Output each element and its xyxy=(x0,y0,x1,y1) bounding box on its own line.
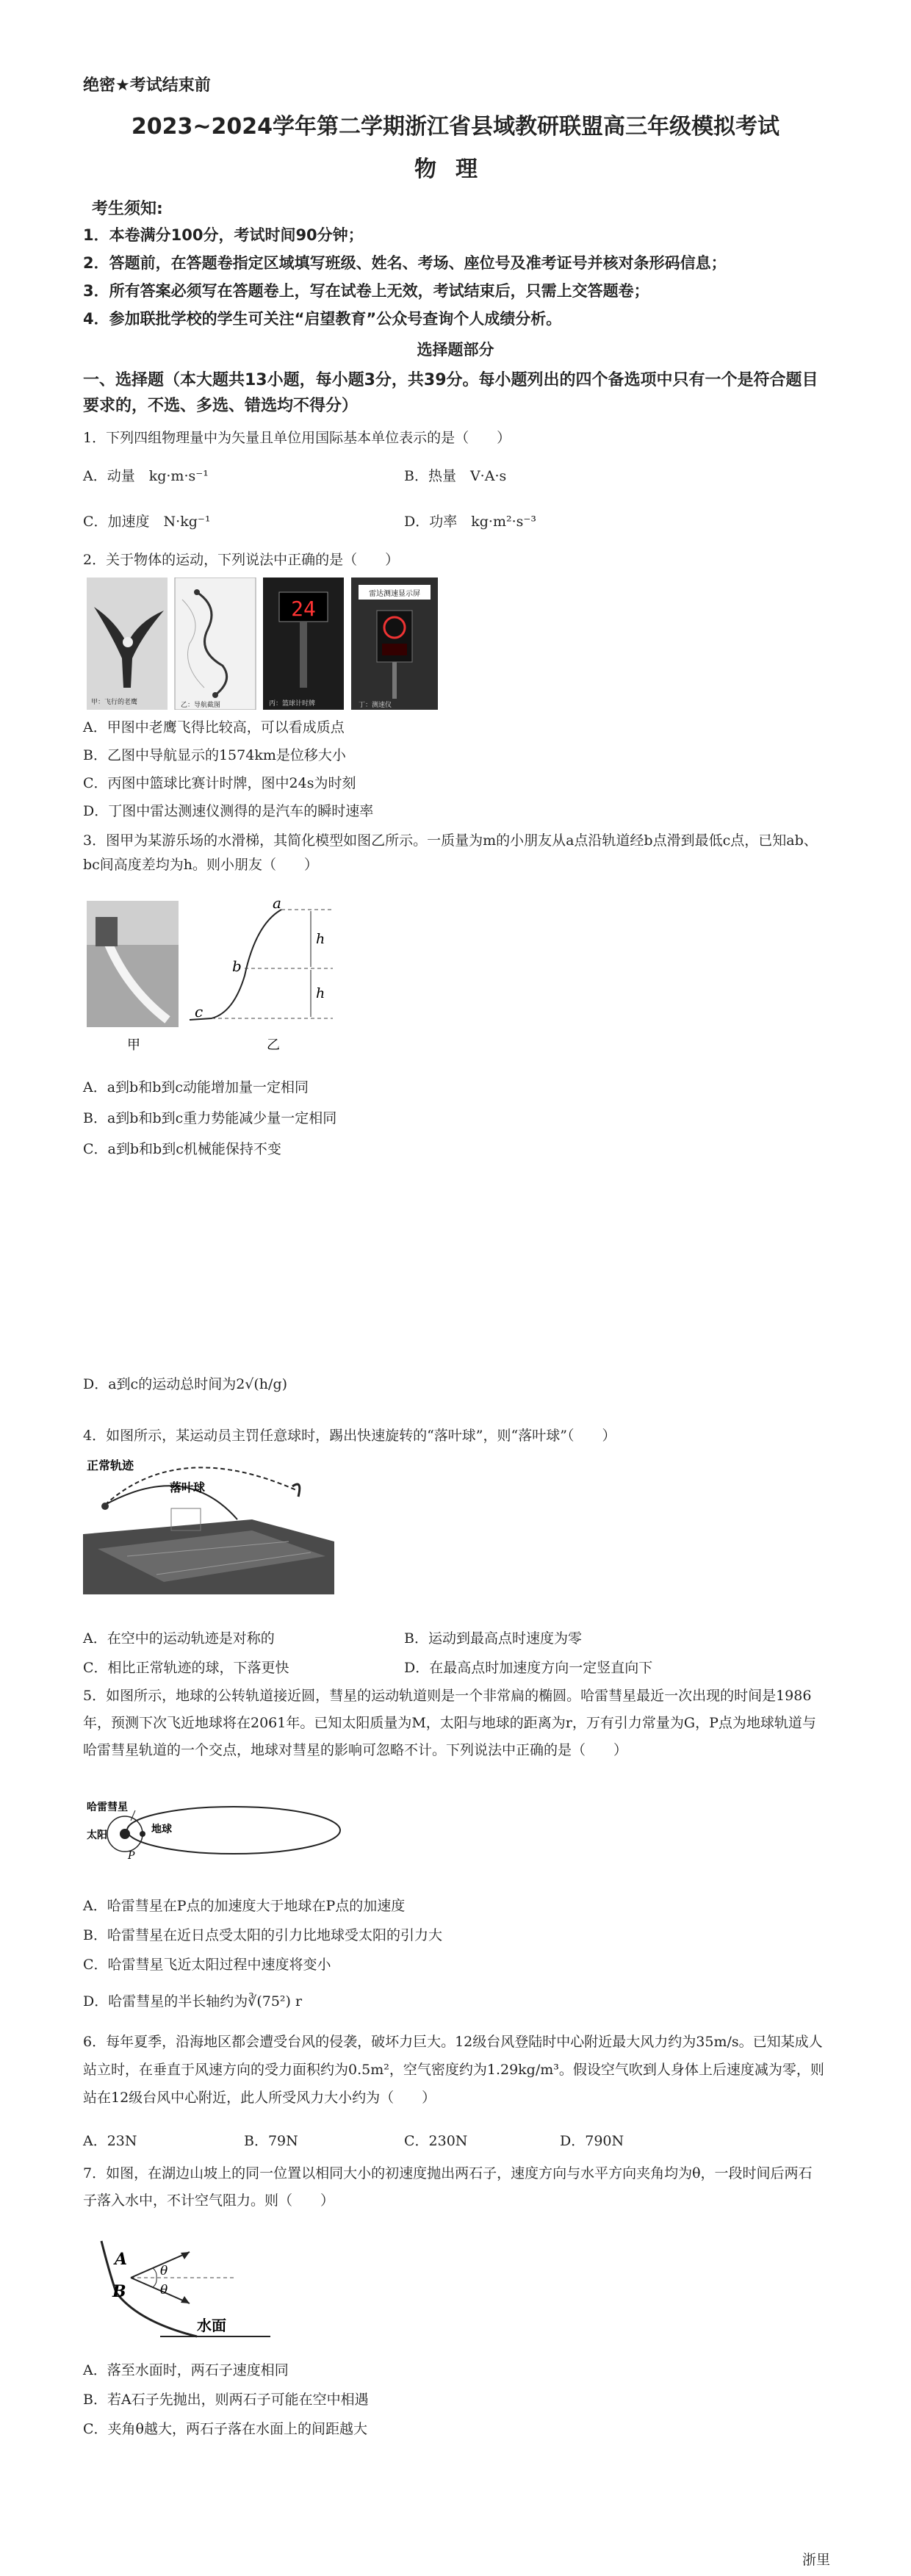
q7-option-b: B．若A石子先抛出，则两石子可能在空中相遇 xyxy=(83,2392,369,2408)
q1-option-c: C．加速度 N·kg⁻¹ xyxy=(83,514,211,530)
q7-figure xyxy=(87,2226,278,2351)
q4-option-c: C．相比正常轨迹的球，下落更快 xyxy=(83,1660,289,1676)
q4-option-a: A．在空中的运动轨迹是对称的 xyxy=(83,1630,275,1647)
caption-yi: 乙：导航截图 xyxy=(181,702,221,709)
q4-option-b: B．运动到最高点时速度为零 xyxy=(404,1630,582,1647)
label-p: P xyxy=(128,1850,135,1862)
label-stone-b: B xyxy=(112,2282,126,2301)
notice-item: 1．本卷满分100分，考试时间90分钟； xyxy=(83,226,364,244)
section-title: 选择题部分 xyxy=(417,341,494,359)
caption-bing: 丙：篮球计时牌 xyxy=(269,700,316,708)
q5-option-b: B．哈雷彗星在近日点受太阳的引力比地球受太阳的引力大 xyxy=(83,1927,442,1943)
q1-option-a: A．动量 kg·m·s⁻¹ xyxy=(83,468,209,484)
radar-sign: 雷达测速显示屏 xyxy=(369,590,420,598)
notice-item: 4．参加联批学校的学生可关注“启望教育”公众号查询个人成绩分析。 xyxy=(83,310,562,328)
q3-stem: 3．图甲为某游乐场的水滑梯，其简化模型如图乙所示。一质量为m的小朋友从a点沿轨道经b点滑到最低c点，已知ab、bc间高度差均为h。则小朋友（ ） xyxy=(83,832,818,874)
shot-clock-photo xyxy=(263,578,344,710)
q1-option-b: B．热量 V·A·s xyxy=(404,468,507,484)
q3-option-d: D．a到c的运动总时间为2√(h/g) xyxy=(83,1376,288,1392)
label-stone-a: A xyxy=(115,2250,128,2269)
label-comet: 哈雷彗星 xyxy=(87,1802,128,1813)
q3-option-c: C．a到b和b到c机械能保持不变 xyxy=(83,1141,281,1157)
q6-option-c: C．230N xyxy=(404,2133,468,2149)
shot-clock-value: 24 xyxy=(291,597,316,621)
q2-option-a: A．甲图中老鹰飞得比较高，可以看成质点 xyxy=(83,719,345,735)
q3-option-b: B．a到b和b到c重力势能减少量一定相同 xyxy=(83,1110,337,1126)
label-normal: 正常轨迹 xyxy=(87,1458,134,1472)
q5-stem: 5．如图所示，地球的公转轨道接近圆，彗星的运动轨道则是一个非常扁的椭圆。哈雷彗星最近一次出现的时间是1986年，预测下次飞近地球将在2061年。已知太阳质量为M，太阳与地球的距离为r，万有引力常量为G，P点为地球轨道与哈雷彗星轨道的一个交点，地球对彗星的影响可忽略不计。下列说法中正确的是（ ） xyxy=(83,1688,816,1759)
label-jia: 甲 xyxy=(127,1037,140,1053)
q2-option-c: C．丙图中篮球比赛计时牌，图中24s为时刻 xyxy=(83,775,356,791)
q7-stem: 7．如图，在湖边山坡上的同一位置以相同大小的初速度抛出两石子，速度方向与水平方向夹角均为θ，一段时间后两石子落入水中，不计空气阻力。则（ ） xyxy=(83,2165,813,2209)
slide-model xyxy=(190,895,333,1021)
q5-option-a: A．哈雷彗星在P点的加速度大于地球在P点的加速度 xyxy=(83,1898,406,1914)
label-a: a xyxy=(273,895,281,912)
label-h2: h xyxy=(316,985,325,1001)
label-earth: 地球 xyxy=(151,1824,172,1835)
radar-photo xyxy=(351,578,438,710)
notice-heading: 考生须知: xyxy=(92,200,163,218)
q7-option-c: C．夹角θ越大，两石子落在水面上的间距越大 xyxy=(83,2421,367,2437)
q5-option-d: D．哈雷彗星的半长轴约为∛(75²) r xyxy=(83,1993,303,2010)
label-leaf: 落叶球 xyxy=(170,1481,206,1494)
q3-option-a: A．a到b和b到c动能增加量一定相同 xyxy=(83,1079,309,1095)
nav-screenshot xyxy=(175,578,256,710)
footer-mark: 浙里 xyxy=(802,2552,830,2568)
q1-option-d: D．功率 kg·m²·s⁻³ xyxy=(404,514,537,530)
q5-figure xyxy=(87,1797,345,1863)
label-water: 水面 xyxy=(197,2317,226,2334)
label-theta-2: θ xyxy=(160,2283,168,2298)
caption-jia: 甲：飞行的老鹰 xyxy=(91,699,138,706)
label-b: b xyxy=(232,957,242,975)
q6-option-a: A．23N xyxy=(83,2133,137,2149)
section-instructions: 一、选择题（本大题共13小题，每小题3分，共39分。每小题列出的四个备选项中只有一个是符合题目要求的，不选、多选、错选均不得分） xyxy=(83,371,818,416)
q4-stem: 4．如图所示，某运动员主罚任意球时，踢出快速旋转的“落叶球”，则“落叶球”（ ） xyxy=(83,1428,616,1444)
label-sun: 太阳 xyxy=(87,1830,107,1841)
eagle-photo xyxy=(87,578,168,710)
q6-option-d: D．790N xyxy=(560,2133,624,2149)
label-theta-1: θ xyxy=(160,2264,168,2278)
secret-label: 绝密★考试结束前 xyxy=(83,76,211,95)
subject-title: 物理 xyxy=(414,156,497,182)
q3-figures xyxy=(87,895,336,1055)
exam-title: 2023~2024学年第二学期浙江省县域教研联盟高三年级模拟考试 xyxy=(131,114,780,140)
q5-option-c: C．哈雷彗星飞近太阳过程中速度将变小 xyxy=(83,1957,331,1973)
q2-stem: 2．关于物体的运动，下列说法中正确的是（ ） xyxy=(83,552,400,568)
q4-figure xyxy=(83,1453,334,1594)
notice-item: 3．所有答案必须写在答题卷上，写在试卷上无效，考试结束后，只需上交答题卷； xyxy=(83,282,649,300)
q6-stem: 6．每年夏季，沿海地区都会遭受台风的侵袭，破坏力巨大。12级台风登陆时中心附近最大风力约为35m/s。已知某成人站立时，在垂直于风速方向的受力面积约为0.5m²，空气密度约为1.29kg/m³。假设空气吹到人身体上后速度减为零，则站在12级台风中心附近，此人所受风力大小约为（ ） xyxy=(83,2034,824,2106)
caption-ding: 丁：测速仪 xyxy=(359,702,392,709)
label-c: c xyxy=(195,1003,204,1021)
water-slide-photo xyxy=(87,901,179,1027)
label-h1: h xyxy=(316,931,325,947)
q7-option-a: A．落至水面时，两石子速度相同 xyxy=(83,2362,289,2378)
q1-stem: 1．下列四组物理量中为矢量且单位用国际基本单位表示的是（ ） xyxy=(83,430,511,446)
q2-option-b: B．乙图中导航显示的1574km是位移大小 xyxy=(83,747,346,763)
label-yi: 乙 xyxy=(267,1037,280,1053)
q2-figures xyxy=(87,578,438,710)
q6-option-b: B．79N xyxy=(244,2133,298,2149)
q2-option-d: D．丁图中雷达测速仪测得的是汽车的瞬时速率 xyxy=(83,803,374,819)
notice-item: 2．答题前，在答题卷指定区域填写班级、姓名、考场、座位号及准考证号并核对条形码信息； xyxy=(83,254,727,272)
q4-option-d: D．在最高点时加速度方向一定竖直向下 xyxy=(404,1660,653,1676)
